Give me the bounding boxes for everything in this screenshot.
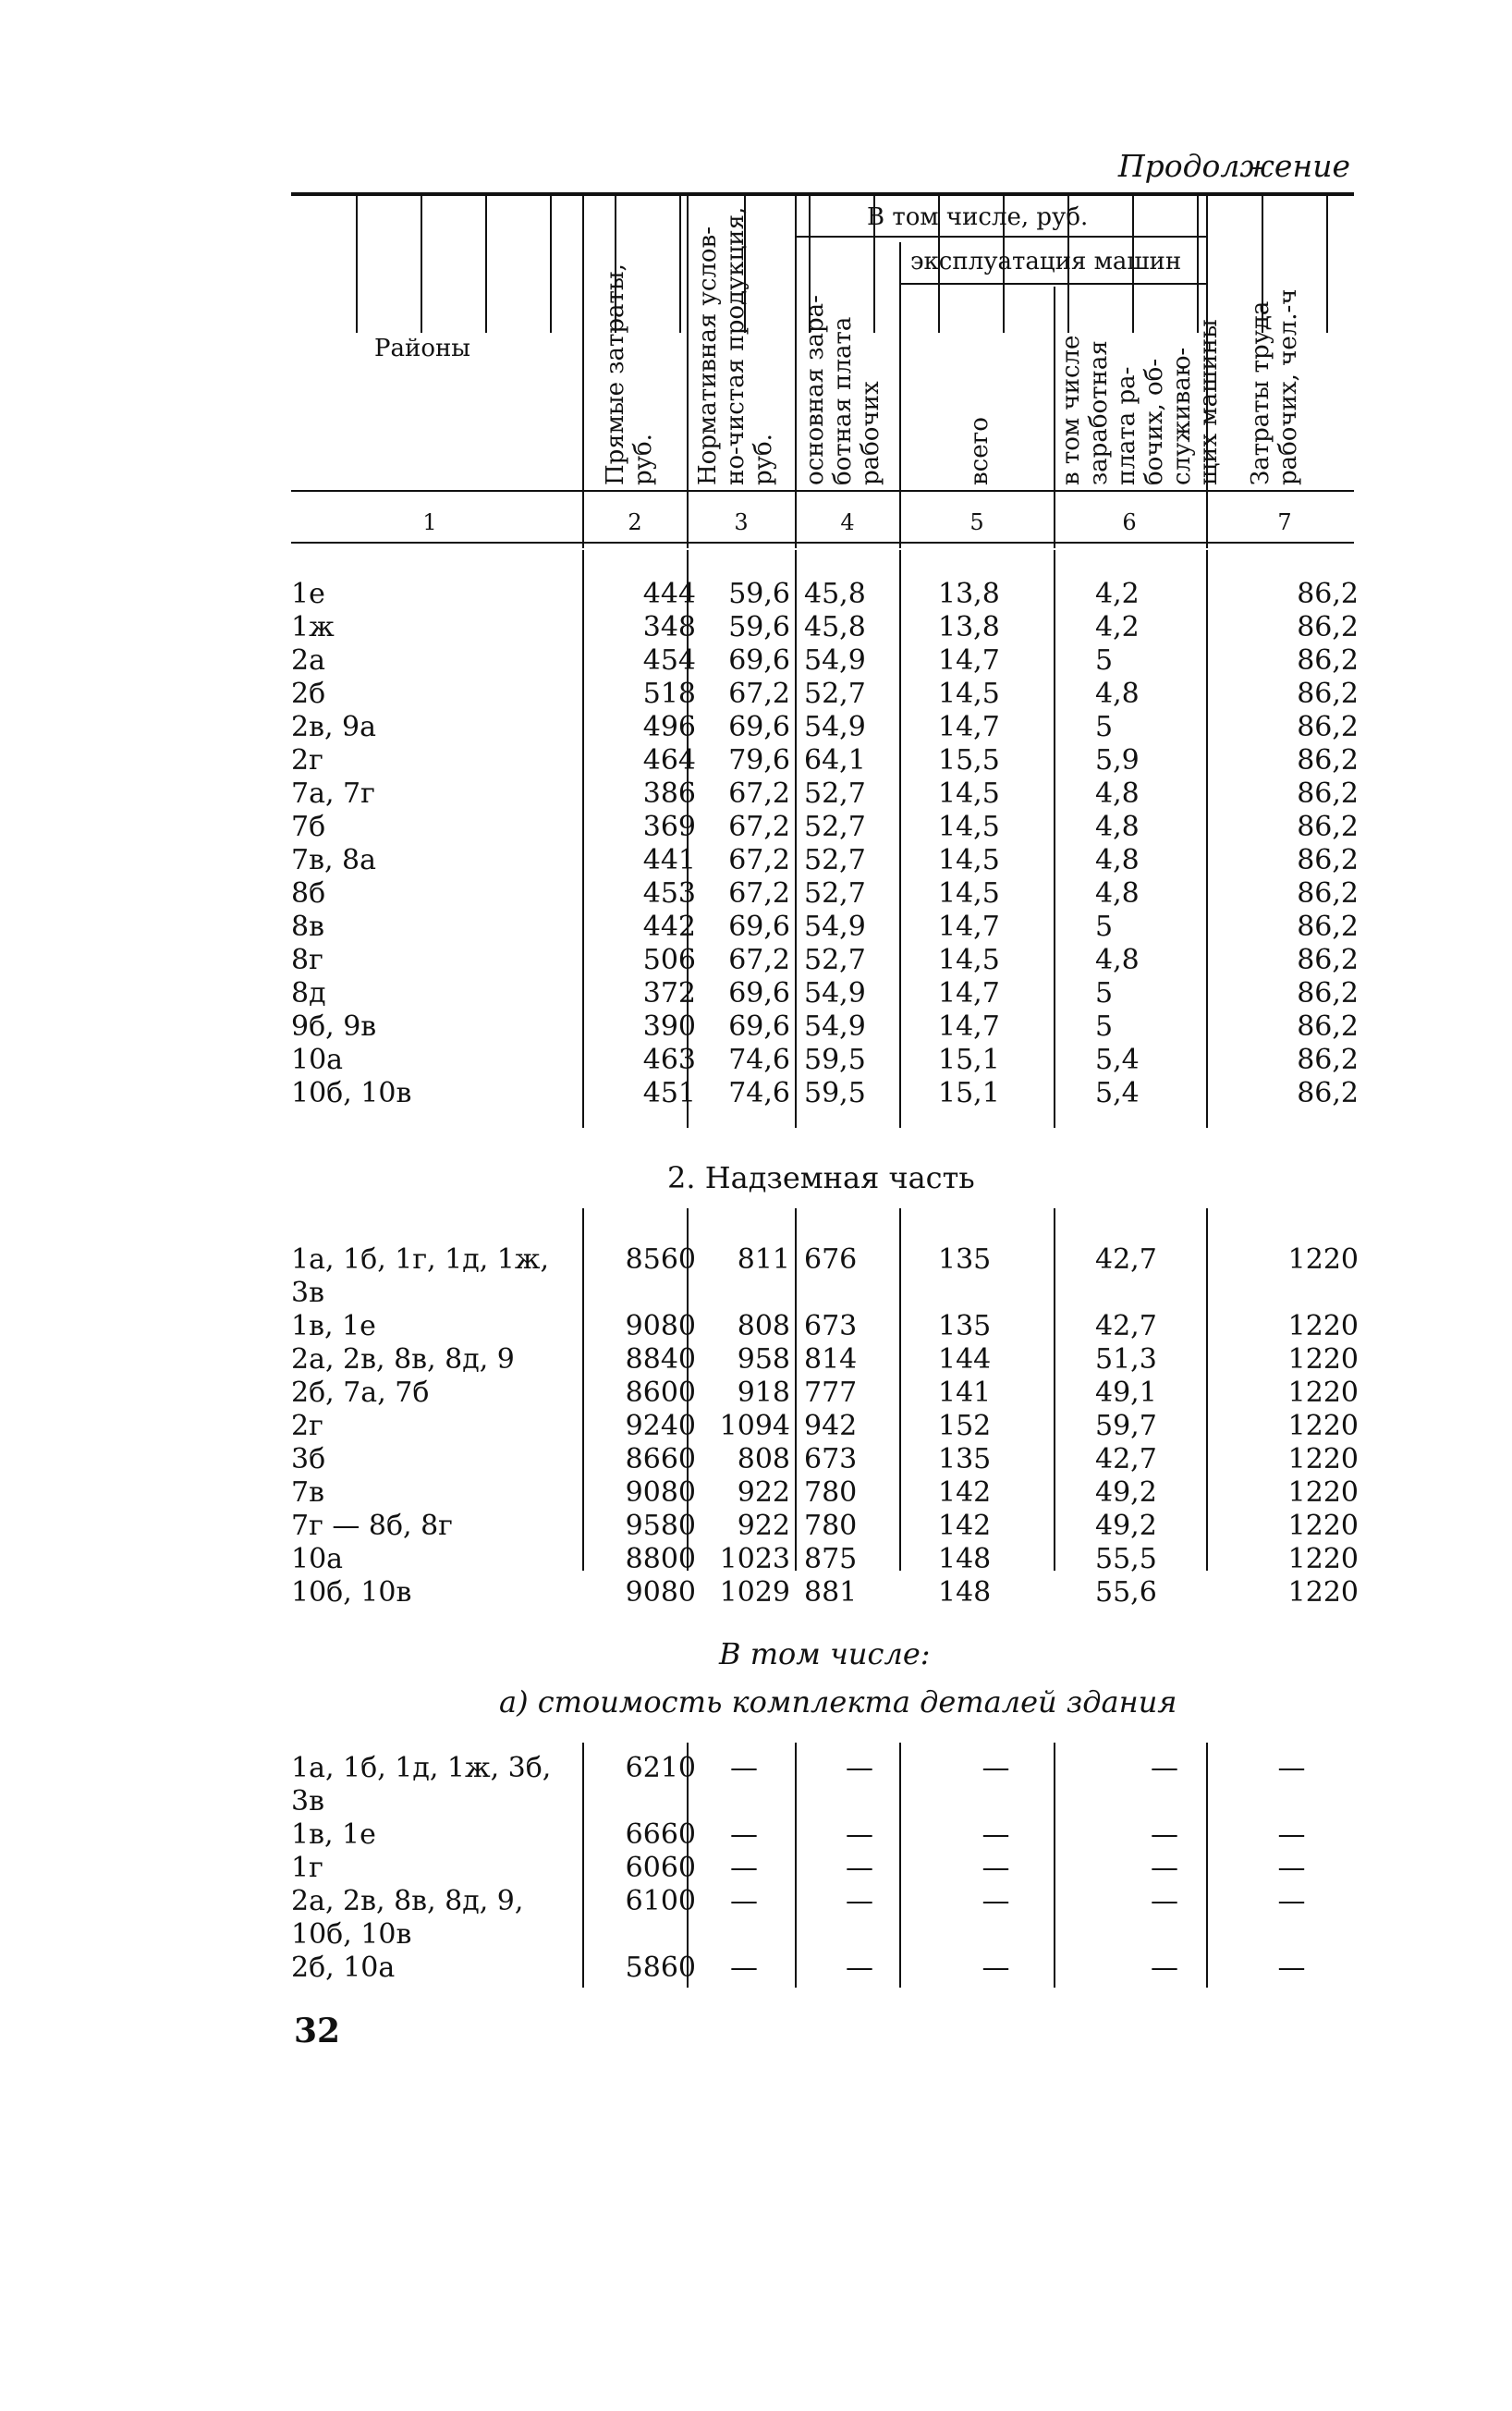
value-cell: 777 [804, 1377, 858, 1409]
value-cell: 441 [642, 844, 696, 876]
value-cell: 86,2 [1297, 711, 1359, 743]
section-3 [291, 1752, 1354, 1992]
value-cell: 45,8 [804, 578, 866, 610]
district-cell: 8г [291, 944, 323, 976]
district-cell: 7а, 7г [291, 777, 375, 810]
table-row [291, 1918, 1354, 1952]
value-cell: 1220 [1287, 1377, 1359, 1409]
page-number: 32 [294, 2012, 341, 2050]
value-cell: 453 [642, 877, 696, 910]
value-cell: 4,8 [1095, 844, 1140, 876]
value-cell: 8660 [625, 1443, 696, 1475]
value-cell: 86,2 [1297, 844, 1359, 876]
section-1 [291, 578, 1359, 1132]
value-cell: 74,6 [728, 1044, 790, 1076]
table-row [291, 1310, 1359, 1343]
value-cell: — [846, 1952, 873, 1984]
value-cell: 14,7 [938, 911, 1000, 943]
value-cell: 1220 [1287, 1243, 1359, 1276]
value-cell: 49,1 [1095, 1377, 1157, 1409]
value-cell: 86,2 [1297, 1077, 1359, 1109]
table-row [291, 1243, 1359, 1277]
value-cell: — [730, 1885, 758, 1917]
value-cell: 135 [938, 1243, 992, 1276]
value-cell: 86,2 [1297, 1010, 1359, 1043]
value-cell: 67,2 [728, 678, 790, 710]
table-row [291, 1543, 1359, 1576]
value-cell: 463 [642, 1044, 696, 1076]
district-cell: 7г — 8б, 8г [291, 1510, 453, 1542]
value-cell: 442 [642, 911, 696, 943]
header-col6: в том числе заработная плата ра- бочих, об- служиваю- щих машины [1057, 319, 1224, 485]
district-cell: 3в [291, 1277, 324, 1309]
value-cell: 86,2 [1297, 944, 1359, 976]
header-col5: всего [966, 417, 994, 485]
value-cell: 52,7 [804, 777, 866, 810]
value-cell: 13,8 [938, 578, 1000, 610]
value-cell: 673 [804, 1443, 858, 1475]
value-cell: 780 [804, 1510, 858, 1542]
value-cell: 54,9 [804, 911, 866, 943]
value-cell: — [982, 1752, 1010, 1784]
value-cell: 42,7 [1095, 1443, 1157, 1475]
value-cell: 4,2 [1095, 611, 1140, 643]
value-cell: 55,5 [1095, 1543, 1157, 1575]
table-row [291, 977, 1359, 1010]
value-cell: 86,2 [1297, 644, 1359, 677]
value-cell: 4,8 [1095, 877, 1140, 910]
value-cell: 14,5 [938, 777, 1000, 810]
value-cell: 9080 [625, 1576, 696, 1609]
table-row [291, 578, 1359, 611]
district-cell: 1г [291, 1852, 323, 1884]
value-cell: 451 [642, 1077, 696, 1109]
colnum-5: 5 [969, 509, 984, 535]
value-cell: 67,2 [728, 777, 790, 810]
value-cell: 59,7 [1095, 1410, 1157, 1442]
header-col2: Прямые затраты, руб. [602, 263, 657, 485]
value-cell: 14,7 [938, 711, 1000, 743]
value-cell: 444 [642, 578, 696, 610]
value-cell: 15,1 [938, 1077, 1000, 1109]
colnum-6: 6 [1122, 509, 1137, 535]
value-cell: — [1151, 1952, 1178, 1984]
value-cell: — [846, 1818, 873, 1851]
value-cell: 86,2 [1297, 911, 1359, 943]
value-cell: 148 [938, 1576, 992, 1609]
value-cell: 67,2 [728, 944, 790, 976]
value-cell: 8840 [625, 1343, 696, 1376]
value-cell: 86,2 [1297, 678, 1359, 710]
value-cell: 52,7 [804, 844, 866, 876]
value-cell: — [730, 1752, 758, 1784]
district-cell: 7б [291, 811, 326, 843]
colnum-3: 3 [734, 509, 749, 535]
value-cell: 86,2 [1297, 977, 1359, 1010]
value-cell: 4,8 [1095, 944, 1140, 976]
value-cell: 6060 [625, 1852, 696, 1884]
value-cell: 86,2 [1297, 877, 1359, 910]
value-cell: 14,7 [938, 644, 1000, 677]
value-cell: 942 [804, 1410, 858, 1442]
district-cell: 1а, 1б, 1д, 1ж, 3б, [291, 1752, 552, 1784]
value-cell: 86,2 [1297, 611, 1359, 643]
value-cell: 54,9 [804, 711, 866, 743]
value-cell: 5 [1095, 977, 1114, 1010]
value-cell: 1220 [1287, 1410, 1359, 1442]
value-cell: 49,2 [1095, 1510, 1157, 1542]
value-cell: — [730, 1852, 758, 1884]
district-cell: 2г [291, 744, 323, 777]
value-cell: — [982, 1852, 1010, 1884]
value-cell: 4,2 [1095, 578, 1140, 610]
header-incl-rub: В том числе, руб. [867, 203, 1089, 231]
table-row [291, 744, 1359, 777]
value-cell: 52,7 [804, 877, 866, 910]
value-cell: 9580 [625, 1510, 696, 1542]
value-cell: 13,8 [938, 611, 1000, 643]
value-cell: 9080 [625, 1310, 696, 1342]
table-row [291, 811, 1359, 844]
value-cell: 1220 [1287, 1576, 1359, 1609]
value-cell: 135 [938, 1443, 992, 1475]
section-2-title: 2. Надземная часть [667, 1160, 975, 1195]
table-row [291, 944, 1359, 977]
value-cell: 14,5 [938, 678, 1000, 710]
value-cell: 1220 [1287, 1510, 1359, 1542]
value-cell: 14,7 [938, 977, 1000, 1010]
table-row [291, 1277, 1354, 1310]
value-cell: 152 [938, 1410, 992, 1442]
value-cell: 676 [804, 1243, 858, 1276]
value-cell: 506 [642, 944, 696, 976]
value-cell: 14,5 [938, 811, 1000, 843]
value-cell: 69,6 [728, 711, 790, 743]
table-row [291, 844, 1359, 877]
district-cell: 10б, 10в [291, 1918, 412, 1951]
value-cell: 5 [1095, 711, 1114, 743]
value-cell: — [1151, 1818, 1178, 1851]
district-cell: 3в [291, 1785, 324, 1817]
table-row [291, 1010, 1359, 1044]
table-row [291, 644, 1359, 678]
value-cell: 6210 [625, 1752, 696, 1784]
district-cell: 1а, 1б, 1г, 1д, 1ж, [291, 1243, 549, 1276]
value-cell: 14,5 [938, 944, 1000, 976]
value-cell: 8600 [625, 1377, 696, 1409]
value-cell: 55,6 [1095, 1576, 1157, 1609]
colnum-7: 7 [1277, 509, 1292, 535]
value-cell: 8800 [625, 1543, 696, 1575]
table-row [291, 1576, 1359, 1609]
section-3-title-1: В том числе: [719, 1636, 931, 1671]
district-cell: 7в [291, 1476, 324, 1509]
district-cell: 2а [291, 644, 325, 677]
value-cell: 14,7 [938, 1010, 1000, 1043]
value-cell: 14,5 [938, 844, 1000, 876]
table-row [291, 877, 1359, 911]
value-cell: 54,9 [804, 977, 866, 1010]
value-cell: 142 [938, 1476, 992, 1509]
value-cell: 4,8 [1095, 678, 1140, 710]
value-cell: 811 [737, 1243, 790, 1276]
value-cell: 45,8 [804, 611, 866, 643]
district-cell: 9б, 9в [291, 1010, 377, 1043]
value-cell: — [1277, 1818, 1306, 1851]
value-cell: 67,2 [728, 811, 790, 843]
value-cell: 454 [642, 644, 696, 677]
value-cell: 69,6 [728, 644, 790, 677]
district-cell: 10б, 10в [291, 1077, 412, 1109]
district-cell: 2в, 9а [291, 711, 377, 743]
table-row [291, 1476, 1359, 1510]
value-cell: 67,2 [728, 877, 790, 910]
value-cell: — [1277, 1952, 1306, 1984]
district-cell: 10б, 10в [291, 1576, 412, 1609]
value-cell: — [730, 1818, 758, 1851]
value-cell: 69,6 [728, 977, 790, 1010]
value-cell: — [1277, 1752, 1306, 1784]
value-cell: 5 [1095, 1010, 1114, 1043]
district-cell: 2б, 7а, 7б [291, 1377, 430, 1409]
value-cell: 51,3 [1095, 1343, 1157, 1376]
header-machines: эксплуатация машин [910, 248, 1182, 275]
header-col7: Затраты труда рабочих, чел.-ч [1247, 288, 1302, 485]
table-row [291, 1044, 1359, 1077]
value-cell: 1029 [719, 1576, 790, 1609]
value-cell: 59,5 [804, 1077, 866, 1109]
table-row [291, 1510, 1359, 1543]
value-cell: 386 [642, 777, 696, 810]
value-cell: 372 [642, 977, 696, 1010]
value-cell: 135 [938, 1310, 992, 1342]
value-cell: 369 [642, 811, 696, 843]
district-cell: 3б [291, 1443, 326, 1475]
value-cell: 1220 [1287, 1476, 1359, 1509]
value-cell: 5 [1095, 644, 1114, 677]
value-cell: 348 [642, 611, 696, 643]
table-row [291, 1410, 1359, 1443]
value-cell: 59,5 [804, 1044, 866, 1076]
table-row [291, 1785, 1354, 1818]
value-cell: 86,2 [1297, 578, 1359, 610]
value-cell: 15,1 [938, 1044, 1000, 1076]
table-row [291, 911, 1359, 944]
continuation-label: Продолжение [1117, 148, 1350, 184]
value-cell: 64,1 [804, 744, 866, 777]
table-row [291, 1443, 1359, 1476]
district-cell: 8б [291, 877, 326, 910]
value-cell: 1220 [1287, 1343, 1359, 1376]
table-row [291, 1377, 1359, 1410]
value-cell: 86,2 [1297, 1044, 1359, 1076]
table-row [291, 1077, 1359, 1110]
value-cell: — [1277, 1885, 1306, 1917]
value-cell: 142 [938, 1510, 992, 1542]
value-cell: 5,9 [1095, 744, 1140, 777]
value-cell: 74,6 [728, 1077, 790, 1109]
district-cell: 1в, 1е [291, 1818, 376, 1851]
value-cell: 6660 [625, 1818, 696, 1851]
value-cell: 5,4 [1095, 1044, 1140, 1076]
value-cell: 49,2 [1095, 1476, 1157, 1509]
value-cell: 922 [737, 1510, 790, 1542]
value-cell: 390 [642, 1010, 696, 1043]
value-cell: 5860 [625, 1952, 696, 1984]
value-cell: 14,5 [938, 877, 1000, 910]
value-cell: 881 [804, 1576, 858, 1609]
value-cell: — [982, 1818, 1010, 1851]
value-cell: 54,9 [804, 1010, 866, 1043]
value-cell: 148 [938, 1543, 992, 1575]
value-cell: 9080 [625, 1476, 696, 1509]
table-row [291, 1343, 1359, 1377]
value-cell: 1023 [719, 1543, 790, 1575]
value-cell: 86,2 [1297, 811, 1359, 843]
table-row [291, 1818, 1354, 1852]
colnum-2: 2 [628, 509, 642, 535]
table-row [291, 1852, 1354, 1885]
value-cell: 4,8 [1095, 811, 1140, 843]
table-row [291, 1885, 1354, 1918]
district-cell: 2б [291, 678, 326, 710]
value-cell: 808 [737, 1443, 790, 1475]
header-col3: Нормативная услов- но-чистая продукция, руб. [694, 206, 777, 485]
value-cell: 1220 [1287, 1310, 1359, 1342]
district-cell: 8д [291, 977, 326, 1010]
value-cell: — [846, 1852, 873, 1884]
district-cell: 2а, 2в, 8в, 8д, 9 [291, 1343, 515, 1376]
value-cell: 1094 [719, 1410, 790, 1442]
value-cell: 1220 [1287, 1443, 1359, 1475]
value-cell: 79,6 [728, 744, 790, 777]
value-cell: 54,9 [804, 644, 866, 677]
value-cell: 86,2 [1297, 744, 1359, 777]
value-cell: 5,4 [1095, 1077, 1140, 1109]
header-col4: основная зара- ботная плата рабочих [801, 295, 884, 485]
column-numbers [0, 192, 1512, 562]
value-cell: — [1151, 1852, 1178, 1884]
value-cell: 59,6 [728, 578, 790, 610]
value-cell: 59,6 [728, 611, 790, 643]
table-row [291, 1752, 1354, 1785]
value-cell: 5 [1095, 911, 1114, 943]
district-cell: 7в, 8а [291, 844, 377, 876]
value-cell: 958 [737, 1343, 790, 1376]
value-cell: 814 [804, 1343, 858, 1376]
value-cell: 1220 [1287, 1543, 1359, 1575]
value-cell: 673 [804, 1310, 858, 1342]
value-cell: 9240 [625, 1410, 696, 1442]
value-cell: 52,7 [804, 811, 866, 843]
district-cell: 1е [291, 578, 325, 610]
table-row [291, 777, 1359, 811]
value-cell: 496 [642, 711, 696, 743]
value-cell: 69,6 [728, 911, 790, 943]
section-2 [291, 1243, 1359, 1613]
value-cell: — [1277, 1852, 1306, 1884]
colnum-4: 4 [840, 509, 855, 535]
colnum-1: 1 [422, 509, 437, 535]
value-cell: 922 [737, 1476, 790, 1509]
value-cell: 42,7 [1095, 1243, 1157, 1276]
value-cell: 875 [804, 1543, 858, 1575]
value-cell: 8560 [625, 1243, 696, 1276]
value-cell: 918 [737, 1377, 790, 1409]
value-cell: 67,2 [728, 844, 790, 876]
value-cell: 464 [642, 744, 696, 777]
district-cell: 10а [291, 1543, 344, 1575]
value-cell: 518 [642, 678, 696, 710]
district-cell: 10а [291, 1044, 344, 1076]
value-cell: — [846, 1752, 873, 1784]
value-cell: 808 [737, 1310, 790, 1342]
value-cell: — [730, 1952, 758, 1984]
district-cell: 2б, 10а [291, 1952, 396, 1984]
table-row [291, 611, 1359, 644]
value-cell: — [846, 1885, 873, 1917]
section-3-title-2: а) стоимость комплекта деталей здания [499, 1684, 1177, 1720]
value-cell: 86,2 [1297, 777, 1359, 810]
value-cell: 15,5 [938, 744, 1000, 777]
district-cell: 1ж [291, 611, 335, 643]
value-cell: 780 [804, 1476, 858, 1509]
district-cell: 2а, 2в, 8в, 8д, 9, [291, 1885, 524, 1917]
value-cell: — [982, 1952, 1010, 1984]
district-cell: 8в [291, 911, 324, 943]
district-cell: 1в, 1е [291, 1310, 376, 1342]
value-cell: 144 [938, 1343, 992, 1376]
value-cell: 6100 [625, 1885, 696, 1917]
district-cell: 2г [291, 1410, 323, 1442]
table-row [291, 1952, 1354, 1985]
table-row [291, 678, 1359, 711]
value-cell: 52,7 [804, 944, 866, 976]
value-cell: 42,7 [1095, 1310, 1157, 1342]
value-cell: — [982, 1885, 1010, 1917]
value-cell: — [1151, 1885, 1178, 1917]
table-row [291, 711, 1359, 744]
value-cell: 141 [938, 1377, 992, 1409]
value-cell: 69,6 [728, 1010, 790, 1043]
header-col1: Районы [374, 335, 470, 362]
value-cell: — [1151, 1752, 1178, 1784]
value-cell: 4,8 [1095, 777, 1140, 810]
value-cell: 52,7 [804, 678, 866, 710]
